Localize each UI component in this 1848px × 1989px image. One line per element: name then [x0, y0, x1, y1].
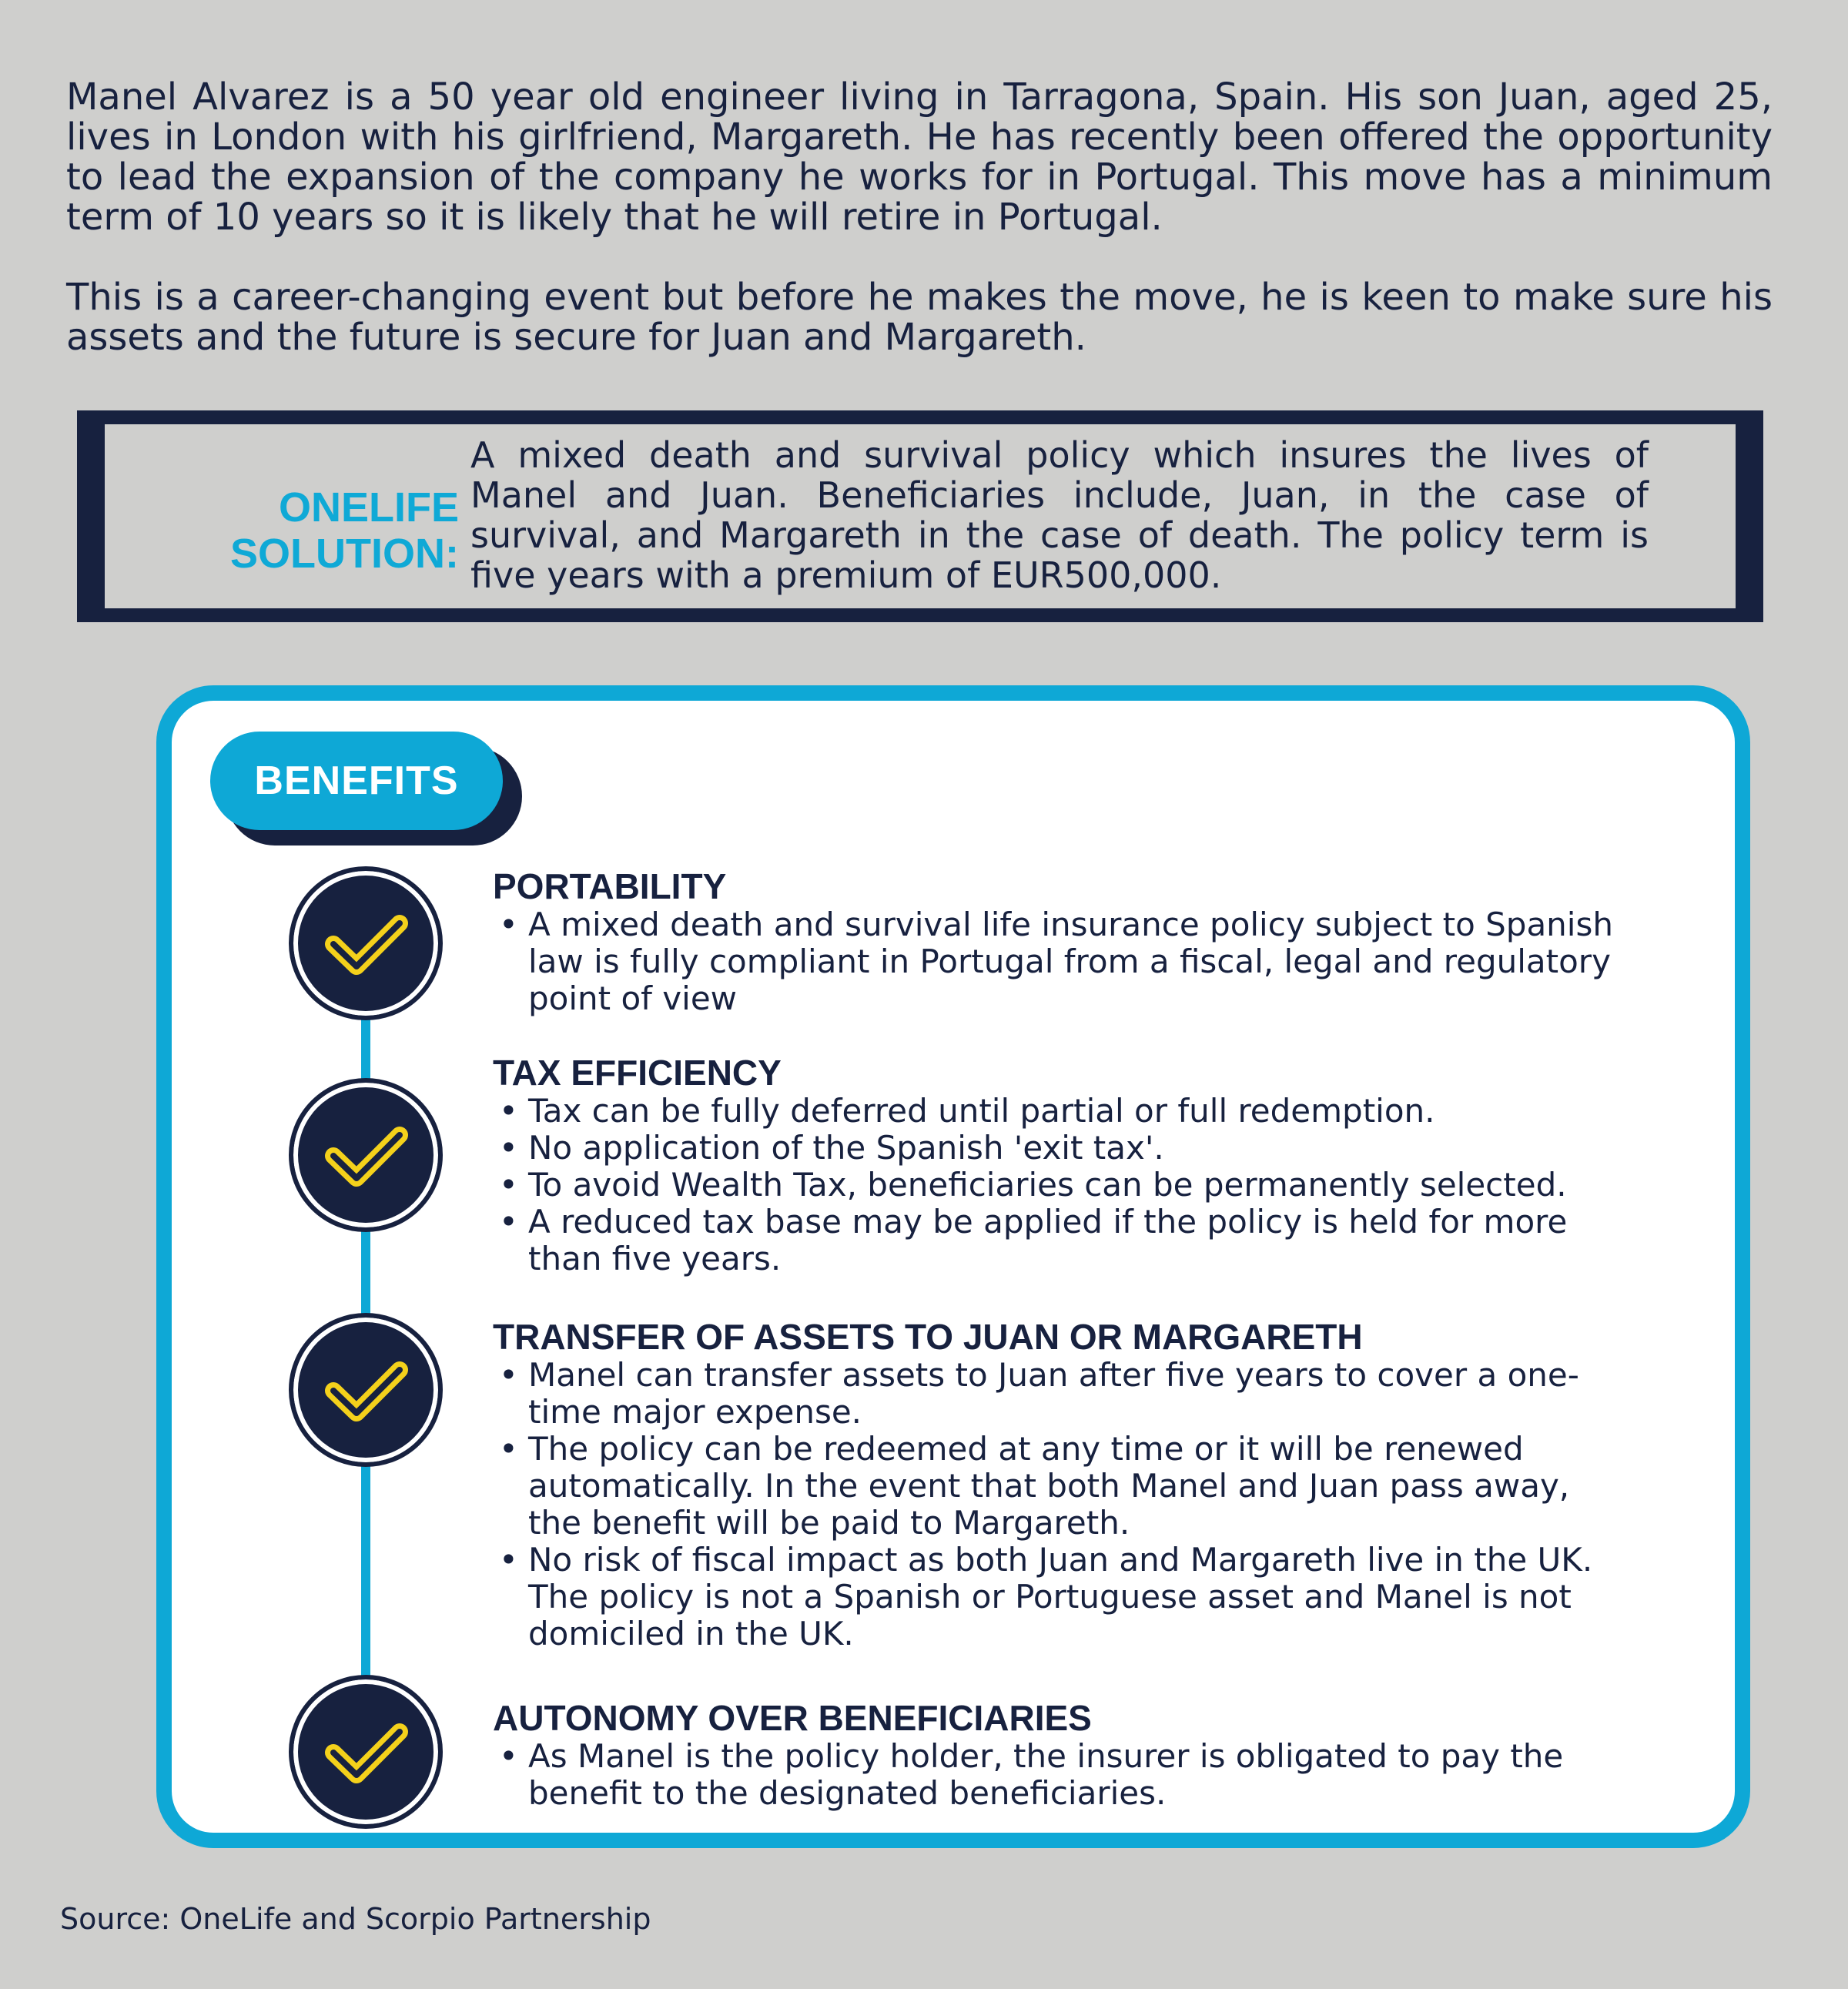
- benefit-title: TRANSFER OF ASSETS TO JUAN OR MARGARETH: [493, 1317, 1363, 1357]
- benefit-title: AUTONOMY OVER BENEFICIARIES: [493, 1698, 1092, 1738]
- checkmark-icon: [289, 1675, 443, 1829]
- solution-title-line-1: ONELIFE: [278, 484, 459, 531]
- benefit-item: • To avoid Wealth Tax, beneficiaries can be permanently selected.: [493, 1167, 1617, 1204]
- solution-box-inner: [105, 424, 1736, 608]
- benefit-item: • No application of the Spanish 'exit tax'.: [493, 1130, 1617, 1167]
- benefit-autonomy: [493, 1698, 1617, 1812]
- benefit-title: PORTABILITY: [493, 866, 727, 906]
- benefit-item: • Tax can be fully deferred until partial or full redemption.: [493, 1093, 1617, 1130]
- benefit-title: TAX EFFICIENCY: [493, 1053, 782, 1093]
- benefit-tax-efficiency: [493, 1053, 1617, 1277]
- benefit-list: [493, 1738, 1617, 1812]
- checkmark-icon: [289, 866, 443, 1020]
- solution-title-line-2: SOLUTION:: [230, 531, 459, 577]
- benefit-item: • The policy can be redeemed at any time or it will be renewed automatically. In the event that both Manel and Juan pass away, the benefit will be paid to Margareth.: [493, 1431, 1617, 1542]
- benefit-item: • As Manel is the policy holder, the insurer is obligated to pay the benefit to the designated beneficiaries.: [493, 1738, 1617, 1812]
- benefit-item: • A mixed death and survival life insurance policy subject to Spanish law is fully compliant in Portugal from a fiscal, legal and regulatory point of view: [493, 906, 1617, 1017]
- source-note: Source: OneLife and Scorpio Partnership: [60, 1902, 651, 1936]
- solution-text: A mixed death and survival policy which insures the lives of Manel and Juan. Beneficiaries include, Juan, in the case of survival, and Margareth in the case of death. The policy term is five years with a premium of EUR500,000.: [470, 434, 1649, 596]
- benefit-portability: [493, 866, 1617, 1017]
- solution-title: [182, 484, 459, 577]
- benefit-item: • No risk of fiscal impact as both Juan and Margareth live in the UK. The policy is not a Spanish or Portuguese asset and Manel is not domiciled in the UK.: [493, 1542, 1617, 1652]
- intro-text: [66, 77, 1773, 397]
- benefit-item: • Manel can transfer assets to Juan after five years to cover a one-time major expense.: [493, 1357, 1617, 1431]
- checkmark-icon: [289, 1313, 443, 1467]
- benefit-transfer-of-assets: [493, 1317, 1617, 1652]
- benefit-item: • A reduced tax base may be applied if the policy is held for more than five years.: [493, 1204, 1617, 1277]
- benefit-list: [493, 1357, 1617, 1652]
- benefits-badge: BENEFITS: [210, 732, 503, 830]
- intro-paragraph-2: This is a career-changing event but before he makes the move, he is keen to make sure his assets and the future is secure for Juan and Margareth.: [66, 276, 1773, 359]
- checkmark-icon: [289, 1078, 443, 1232]
- solution-box: [77, 410, 1763, 622]
- intro-paragraph-1: Manel Alvarez is a 50 year old engineer living in Tarragona, Spain. His son Juan, aged 25, lives in London with his girlfriend, Margareth. He has recently been offered the opportunity to lead the expansion of the company he works for in Portugal. This move has a minimum term of 10 years so it is likely that he will retire in Portugal.: [66, 75, 1773, 239]
- benefit-list: [493, 1093, 1617, 1277]
- benefit-list: [493, 906, 1617, 1017]
